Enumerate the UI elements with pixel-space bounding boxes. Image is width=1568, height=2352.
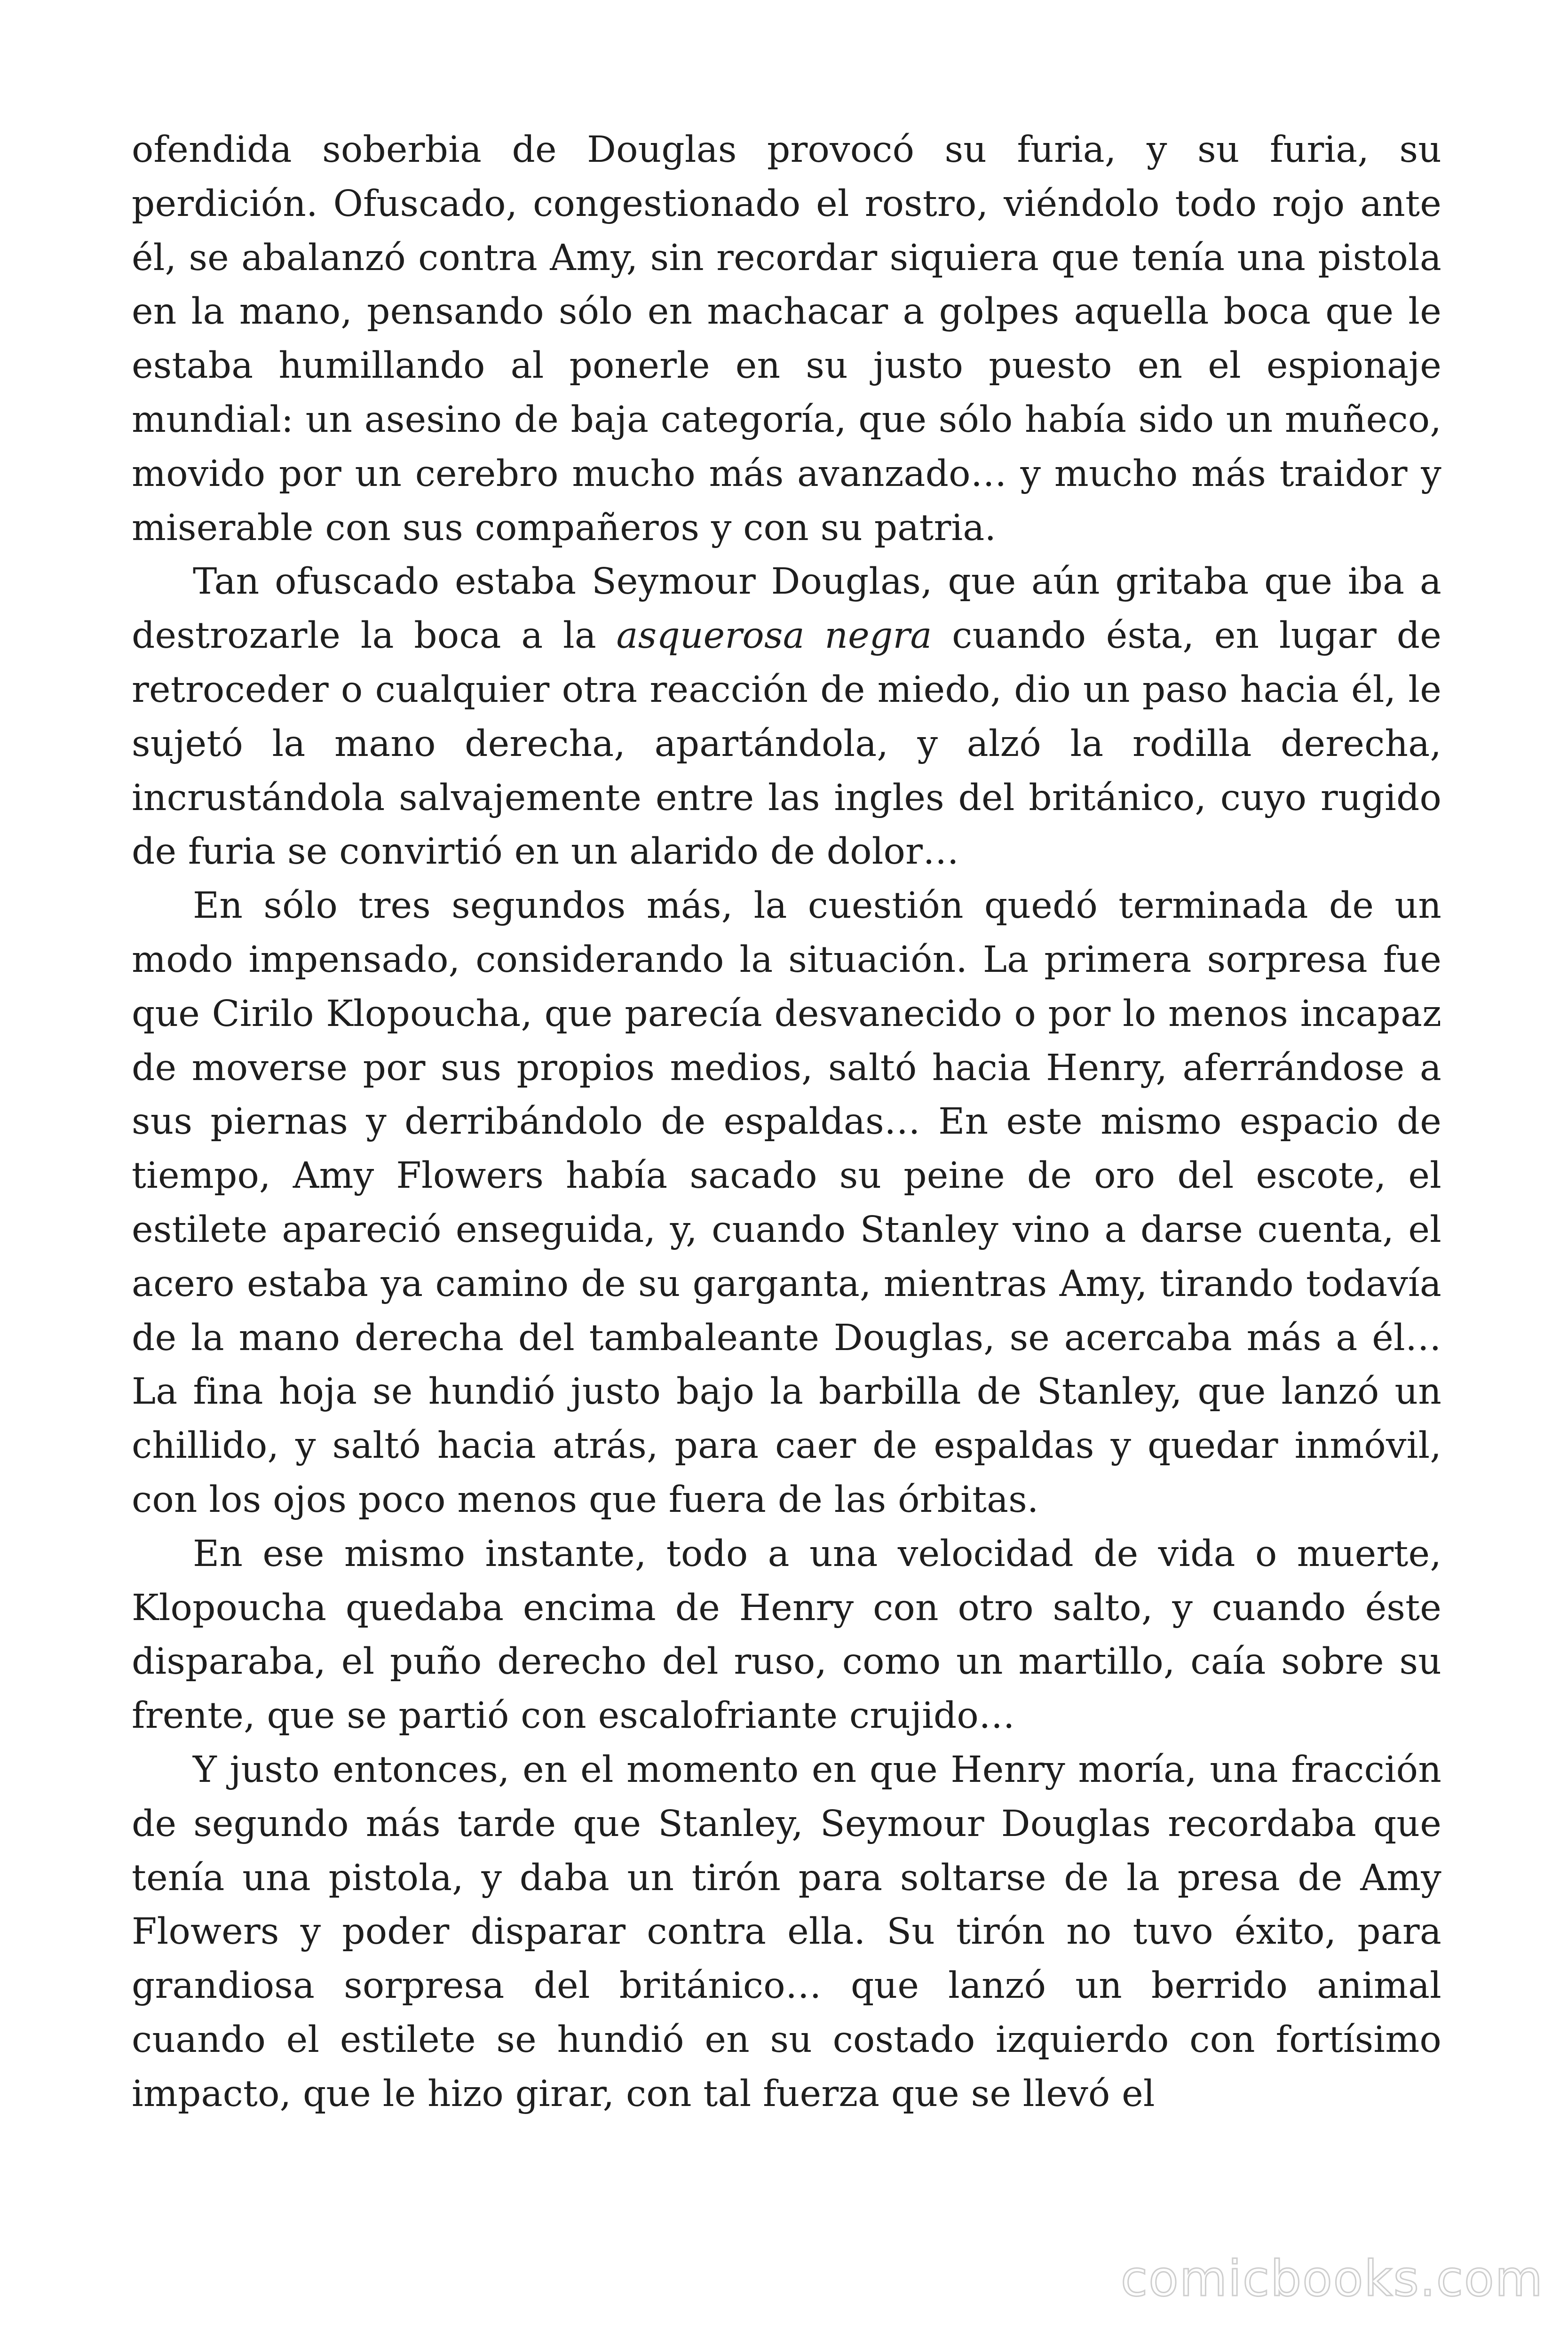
body-text <box>132 123 1441 2121</box>
paragraph <box>132 1743 1441 2122</box>
paragraph-text: Tan ofuscado estaba Seymour Douglas, que aún gritaba que iba a destrozarle la boca a la <box>132 561 1441 657</box>
italic-text: asquerosa negra <box>616 615 932 657</box>
paragraph <box>132 1527 1441 1743</box>
paragraph <box>132 123 1441 555</box>
paragraph <box>132 555 1441 879</box>
paragraph <box>132 879 1441 1527</box>
paragraph-text: En sólo tres segundos más, la cuestión quedó terminada de un modo impensado, considerando la situación. La primera sorpresa fue que Cirilo Klopoucha, que parecía desvanecido o por lo menos incapaz de moverse por sus propios medios, saltó hacia Henry, aferrándose a sus piernas y derribándolo de espaldas… En este mismo espacio de tiempo, Amy Flowers había sacado su peine de oro del escote, el estilete apareció enseguida, y, cuando Stanley vino a darse cuenta, el acero estaba ya camino de su garganta, mientras Amy, tirando todavía de la mano derecha del tambaleante Douglas, se acercaba más a él… La fina hoja se hundió justo bajo la barbilla de Stanley, que lanzó un chillido, y saltó hacia atrás, para caer de espaldas y quedar inmóvil, con los ojos poco menos que fuera de las órbitas. <box>132 885 1441 1521</box>
paragraph-text: En ese mismo instante, todo a una velocidad de vida o muerte, Klopoucha quedaba encima de Henry con otro salto, y cuando éste disparaba, el puño derecho del ruso, como un martillo, caía sobre su frente, que se partió con escalofriante crujido… <box>132 1533 1441 1737</box>
book-page <box>132 123 1441 2121</box>
paragraph-text: cuando ésta, en lugar de retroceder o cualquier otra reacción de miedo, dio un paso hacia él, le sujetó la mano derecha, apartándola, y alzó la rodilla derecha, incrustándola salvajemente entre las ingles del británico, cuyo rugido de furia se convirtió en un alarido de dolor… <box>132 615 1441 873</box>
paragraph-text: ofendida soberbia de Douglas provocó su furia, y su furia, su perdición. Ofuscado, congestionado el rostro, viéndolo todo rojo ante él, se abalanzó contra Amy, sin recordar siquiera que tenía una pistola en la mano, pensando sólo en machacar a golpes aquella boca que le estaba humillando al ponerle en su justo puesto en el espionaje mundial: un asesino de baja categoría, que sólo había sido un muñeco, movido por un cerebro mucho más avanzado… y mucho más traidor y miserable con sus compañeros y con su patria. <box>132 129 1441 549</box>
watermark: comicbooks.com <box>1120 2250 1544 2307</box>
paragraph-text: Y justo entonces, en el momento en que Henry moría, una fracción de segundo más tarde que Stanley, Seymour Douglas recordaba que tenía una pistola, y daba un tirón para soltarse de la presa de Amy Flowers y poder disparar contra ella. Su tirón no tuvo éxito, para grandiosa sorpresa del británico… que lanzó un berrido animal cuando el estilete se hundió en su costado izquierdo con fortísimo impacto, que le hizo girar, con tal fuerza que se llevó el <box>132 1748 1441 2115</box>
